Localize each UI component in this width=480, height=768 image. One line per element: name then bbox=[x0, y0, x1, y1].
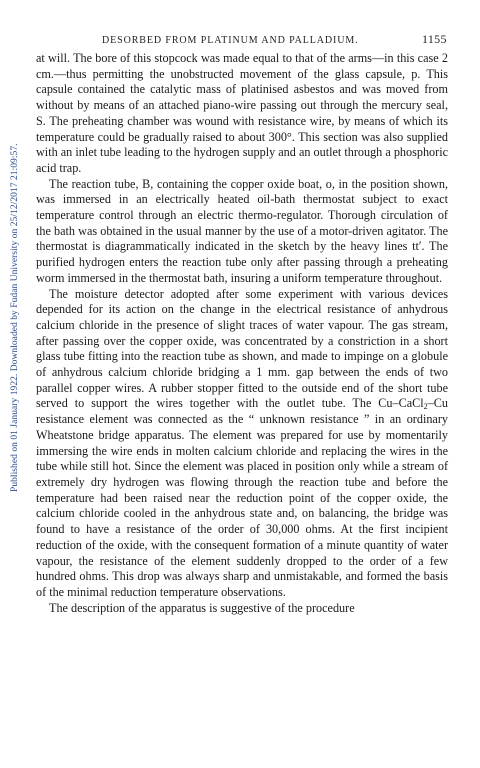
paragraph-3 bbox=[36, 287, 448, 601]
page-number: 1155 bbox=[422, 32, 447, 46]
paragraph-4: The description of the apparatus is suggestive of the procedure bbox=[49, 600, 355, 615]
download-notice: Published on 01 January 1922. Downloaded by Fudan University on 25/12/2017 21:09:57. bbox=[10, 143, 20, 492]
paragraph-1: at will. The bore of this stopcock was made equal to that of the arms—in this case 2 cm.—thus permitting the unobstructed movement of the glass capsule, p. This capsule contained the catalytic mass of platinised asbestos and was moved from without by means of an attached piano-wire passing out through the mercury seal, S. The preheating chamber was wound with resistance wire, by means of which its temperature could be gradually raised to about 300°. This section was also supplied with an inlet tube leading to the hydrogen supply and an outlet through a phosphoric acid trap. bbox=[36, 51, 448, 175]
paragraph-2: The reaction tube, B, containing the copper oxide boat, o, in the position shown, was immersed in an electrically heated oil-bath thermostat subject to exact temperature control through an electric thermo-regulator. Thorough circulation of the bath was obtained in the usual manner by the use of a motor-driven agitator. The thermostat is diagrammatically indicated in the sketch by the heavy lines tt′. The purified hydrogen enters the reaction tube only after passing through a preheating worm immersed in the thermostat bath, insuring a uniform temperature throughout. bbox=[36, 176, 448, 285]
running-title: DESORBED FROM PLATINUM AND PALLADIUM. bbox=[102, 35, 359, 46]
paragraph-3-text-a: The moisture detector adopted after some experiment with various devices depended for its action on the change in the electrical resistance of anhydrous calcium chloride in the presence of slight traces of water vapour. The gas stream, after passing over the copper oxide, was concentrated by a constriction in a short glass tube fitting into the reaction tube as shown, and made to impinge on a globule of anhydrous calcium chloride bridging a 1 mm. gap between the ends of two parallel copper wires. A rubber stopper fitted to the outside end of the short tube served to support the wires together with the outlet tube. The Cu–CaCl bbox=[36, 286, 448, 411]
paragraph-3-text-b: –Cu resistance element was connected as the “ unknown resistance ” in an ordinary Wheatstone bridge apparatus. The element was prepared for use by momentarily immersing the wire ends in molten calcium chloride and replacing the wires in the tube while still hot. Since the element was placed in position only while a stream of extremely dry hydrogen was flowing through the reaction tube and before the temperature had been raised near the reduction point of the copper oxide, the calcium chloride cooled in the anhydrous state and, on balancing, the bridge was found to have a resistance of the order of 30,000 ohms. At the first incipient reduction of the oxide, with the consequent formation of a minute quantity of water vapour, the resistance of the element suddenly dropped to the order of a few hundred ohms. This drop was always sharp and unmistakable, and formed the basis of the minimal reduction temperature observations. bbox=[36, 396, 448, 599]
article-body bbox=[36, 51, 448, 616]
subscript-2: 2 bbox=[423, 402, 428, 412]
